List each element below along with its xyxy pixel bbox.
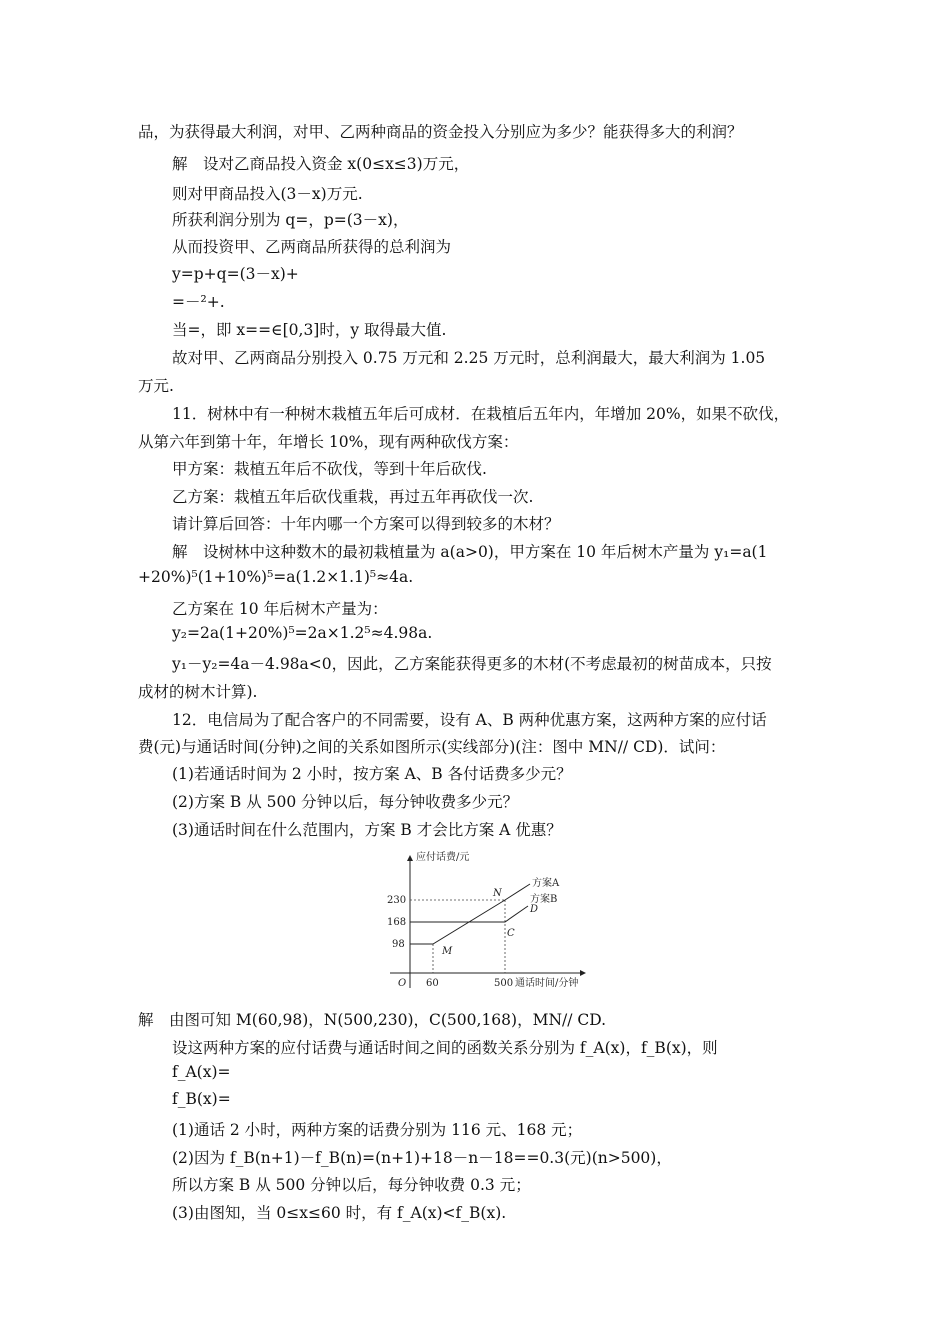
text-line: 则对甲商品投入(3－x)万元.	[172, 185, 363, 203]
text-line: 万元.	[138, 377, 174, 395]
text-line: =－²+.	[172, 293, 225, 311]
text-line: (1)若通话时间为 2 小时，按方案 A、B 各付话费多少元？	[172, 765, 572, 783]
text-line: 所以方案 B 从 500 分钟以后，每分钟收费 0.3 元；	[172, 1176, 531, 1194]
text-line: 乙方案在 10 年后树木产量为：	[172, 600, 388, 618]
text-line: 成材的树木计算).	[138, 683, 258, 701]
text-line: y₁－y₂=4a－4.98a<0，因此，乙方案能获得更多的木材(不考虑最初的树苗成本，只按	[172, 655, 772, 673]
text-line: 11．树林中有一种树木栽植五年后可成材．在栽植后五年内，年增加 20%，如果不砍伐，	[172, 405, 790, 423]
text-line: y=p+q=(3－x)+	[172, 265, 299, 283]
text-line: (2)因为 f_B(n+1)－f_B(n)=(n+1)+18－n－18==0.3(元)(n>500)，	[172, 1149, 672, 1167]
plan-b-line	[410, 906, 528, 922]
text-line: 当=，即 x==∈[0,3]时，y 取得最大值.	[172, 321, 447, 339]
text-line: 解 由图可知 M(60,98)，N(500,230)，C(500,168)，MN// CD.	[138, 1011, 607, 1029]
origin-label: O	[398, 978, 407, 989]
text-line: 甲方案：栽植五年后不砍伐，等到十年后砍伐.	[172, 460, 487, 478]
text-line: 费(元)与通话时间(分钟)之间的关系如图所示(实线部分)(注：图中 MN// CD)．试问：	[138, 738, 726, 756]
legend-plan-a: 方案A	[532, 878, 560, 889]
text-line: 品，为获得最大利润，对甲、乙两种商品的资金投入分别应为多少？能获得多大的利润？	[138, 123, 743, 141]
x-axis-label: 通话时间/分钟	[515, 978, 579, 989]
text-line: y₂=2a(1+20%)⁵=2a×1.2⁵≈4.98a.	[172, 624, 433, 642]
legend-plan-b: 方案B	[530, 894, 558, 905]
text-line: 12．电信局为了配合客户的不同需要，设有 A、B 两种优惠方案，这两种方案的应付话	[172, 711, 767, 729]
y-tick-label: 230	[387, 895, 407, 906]
text-line: 请计算后回答：十年内哪一个方案可以得到较多的木材？	[172, 515, 560, 533]
y-tick-label: 168	[387, 917, 407, 928]
text-line: (1)通话 2 小时，两种方案的话费分别为 116 元、168 元；	[172, 1121, 583, 1139]
text-line: 解 设对乙商品投入资金 x(0≤x≤3)万元，	[172, 155, 470, 173]
text-line: 设这两种方案的应付话费与通话时间之间的函数关系分别为 f_A(x)，f_B(x)，则	[172, 1039, 718, 1057]
y-tick-label: 98	[392, 939, 405, 950]
point-label-n: N	[493, 888, 502, 899]
text-line: (3)由图知，当 0≤x≤60 时，有 f_A(x)<f_B(x).	[172, 1204, 507, 1222]
text-line: 从而投资甲、乙两商品所获得的总利润为	[172, 238, 452, 256]
x-tick-label: 500	[494, 978, 514, 989]
text-line: f_A(x)=	[172, 1063, 231, 1081]
point-label-c: C	[507, 928, 515, 939]
text-line: 故对甲、乙两商品分别投入 0.75 万元和 2.25 万元时，总利润最大，最大利润为 1.05	[172, 349, 766, 367]
text-line: +20%)⁵(1+10%)⁵=a(1.2×1.1)⁵≈4a.	[138, 568, 414, 586]
y-axis-label: 应付话费/元	[416, 852, 470, 863]
text-line: f_B(x)=	[172, 1090, 231, 1108]
text-line: 乙方案：栽植五年后砍伐重栽，再过五年再砍伐一次.	[172, 488, 534, 506]
text-line: (2)方案 B 从 500 分钟以后，每分钟收费多少元？	[172, 793, 519, 811]
text-line: 解 设树林中这种数木的最初栽植量为 a(a>0)，甲方案在 10 年后树木产量为 y₁=a(1	[172, 543, 768, 561]
price-chart	[380, 848, 590, 998]
point-label-m: M	[442, 946, 453, 957]
text-line: 所获利润分别为 q=，p=(3－x)，	[172, 211, 409, 229]
text-line: (3)通话时间在什么范围内，方案 B 才会比方案 A 优惠？	[172, 821, 562, 839]
text-line: 从第六年到第十年，年增长 10%，现有两种砍伐方案：	[138, 433, 519, 451]
x-tick-label: 60	[426, 978, 439, 989]
point-label-d: D	[530, 904, 539, 915]
